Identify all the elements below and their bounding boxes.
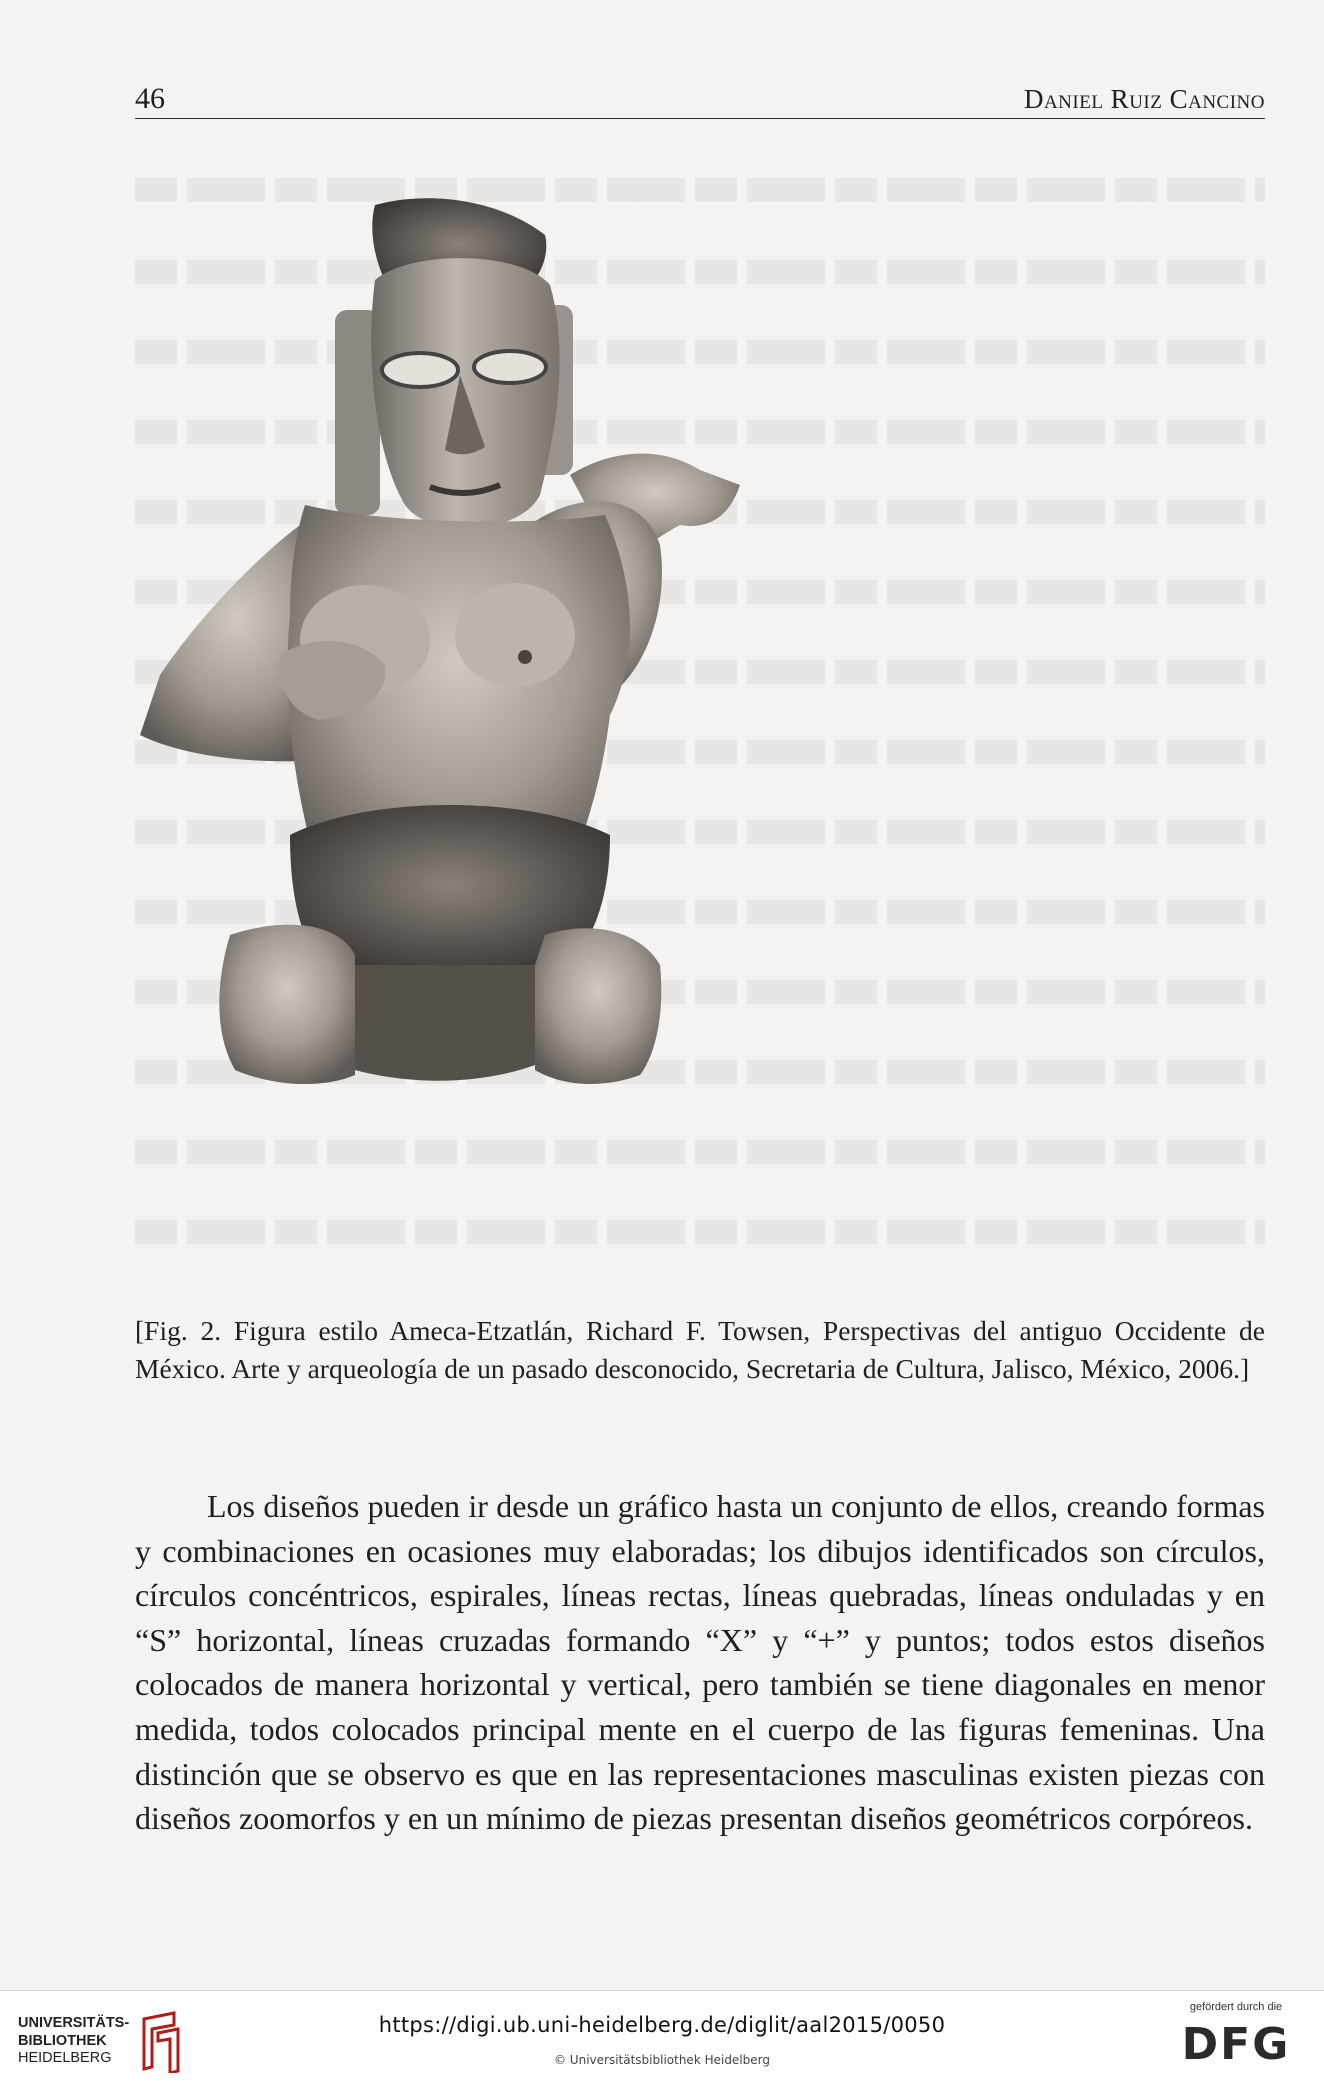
figure-photo [140, 195, 780, 1255]
funding-note: gefördert durch die [1189, 2001, 1283, 2013]
page-number: 46 [135, 82, 165, 115]
running-head: Daniel Ruiz Cancino [1023, 84, 1265, 114]
figure-caption: [Fig. 2. Figura estilo Ameca-Etzatlán, Richard F. Towsen, Perspectivas del antiguo Occidente de México. Arte y arqueología de un pasado desconocido, Secretaria de Cultura, Jalisco, México, 2006.] [135, 1314, 1265, 1384]
page-header [135, 78, 1265, 119]
copyright-notice: © Universitätsbibliothek Heidelberg [553, 2053, 770, 2067]
body-paragraph: Los diseños pueden ir desde un gráfico hasta un conjunto de ellos, creando formas y combinaciones en ocasiones muy elaboradas; los dibujos identificados son círculos, círculos concéntricos, espirales, líneas rectas, líneas quebradas, líneas onduladas y en “S” horizontal, líneas cruzadas formando “X” y “+” y puntos; todos estos diseños colocados de manera horizontal y vertical, pero también se tiene diagonales en menor medida, todos colocados principal mente en el cuerpo de las figuras femeninas. Una distinción que se observo es que en las representaciones masculinas existen piezas con diseños zoomorfos y en un mínimo de piezas presentan diseños geométricos corpóreos. [135, 1488, 1265, 1837]
digitization-footer [0, 1990, 1324, 2087]
dfg-logo[interactable]: DFG [1181, 2019, 1291, 2070]
library-name: UNIVERSITÄTS- BIBLIOTHEK HEIDELBERG [18, 2015, 130, 2066]
permalink-url[interactable]: https://digi.ub.uni-heidelberg.de/diglit/aal2015/0050 [378, 2013, 946, 2037]
ceramic-female-figure-photo [140, 195, 780, 1255]
